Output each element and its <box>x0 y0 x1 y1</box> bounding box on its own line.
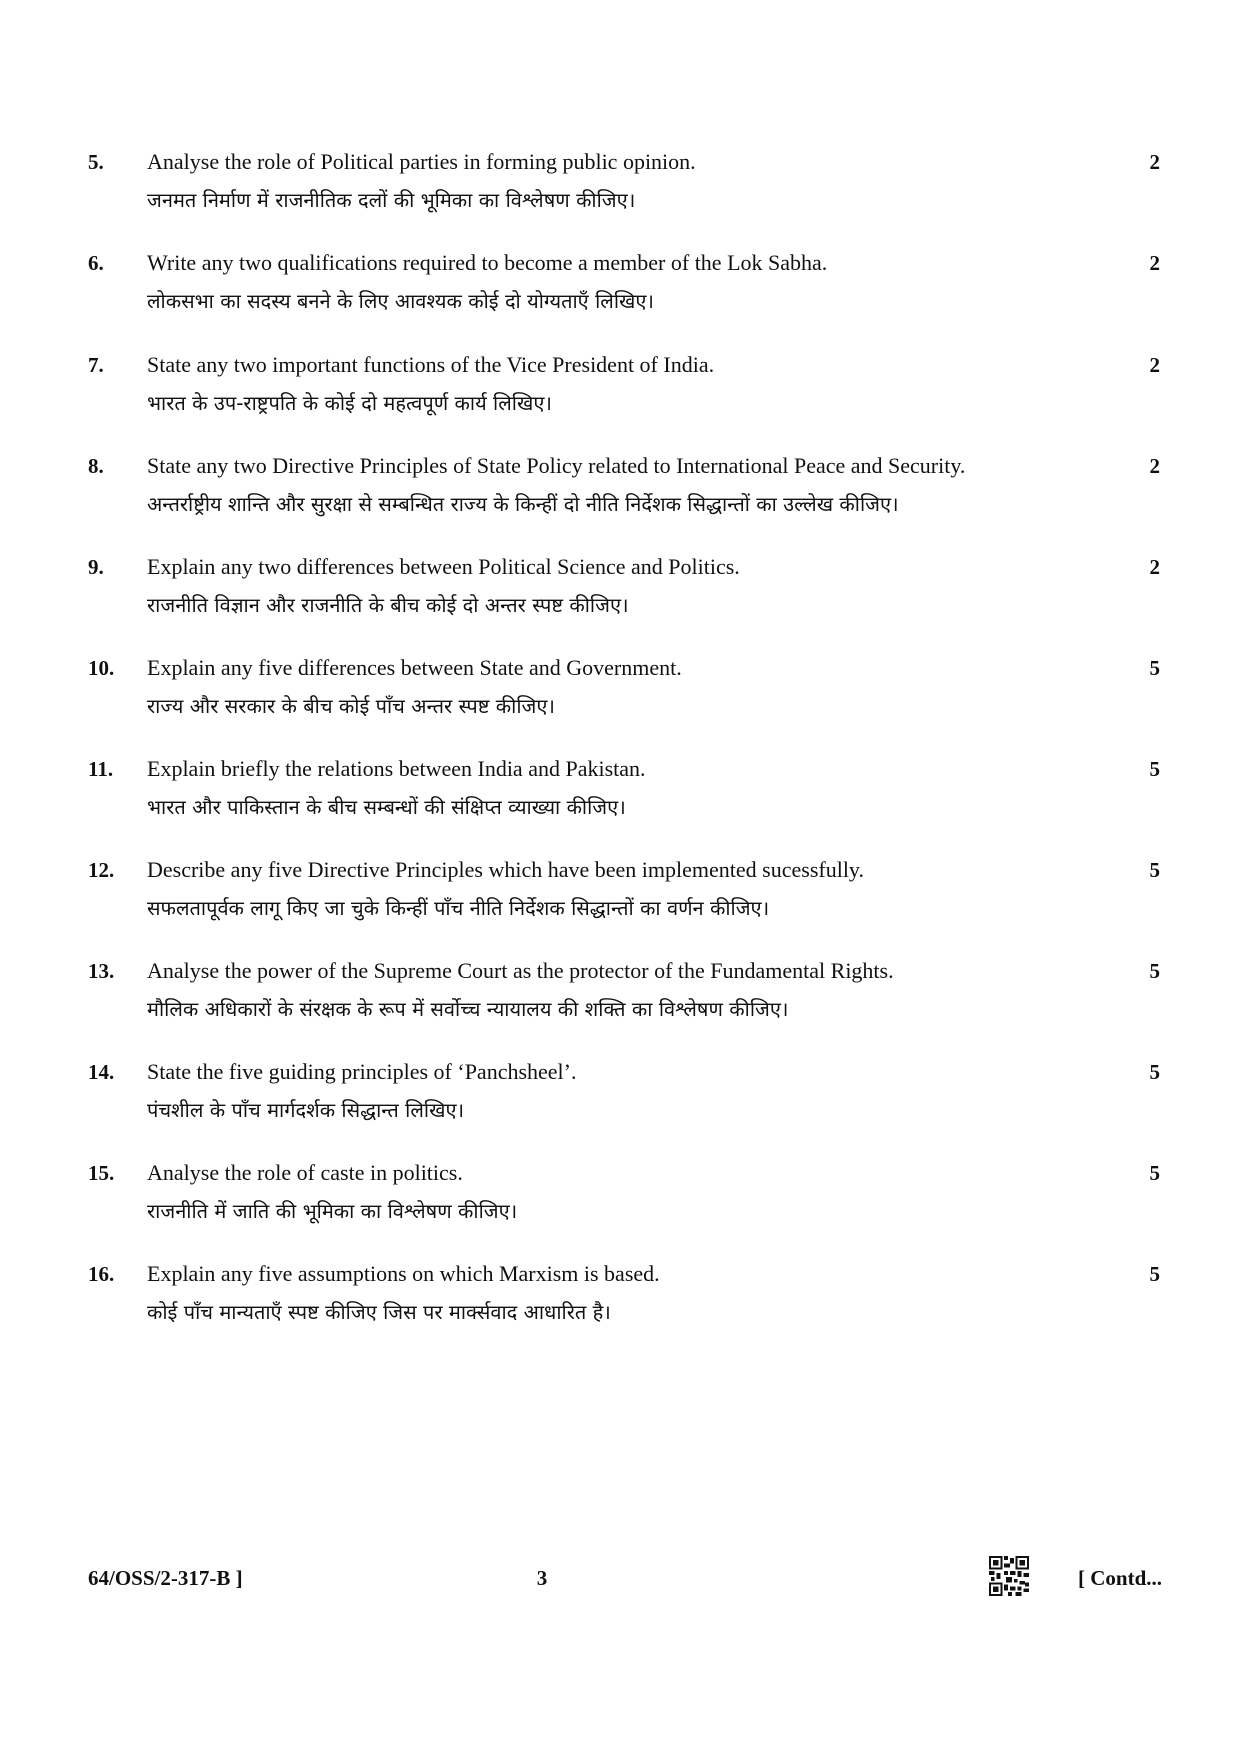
question-number: 13. <box>88 959 115 983</box>
qr-code-icon <box>989 1556 1029 1596</box>
question-text-hindi: जनमत निर्माण में राजनीतिक दलों की भूमिका का विश्लेषण कीजिए। <box>147 188 636 212</box>
question-number: 16. <box>88 1262 115 1286</box>
question-text-hindi: राज्य और सरकार के बीच कोई पाँच अन्तर स्पष्ट कीजिए। <box>147 694 555 718</box>
question-text-hindi: लोकसभा का सदस्य बनने के लिए आवश्यक कोई दो योग्यताएँ लिखिए। <box>147 289 655 313</box>
question-marks: 2 <box>1149 251 1160 275</box>
question-text-english: State any two Directive Principles of State Policy related to International Peace and Security. <box>147 453 966 478</box>
question-item <box>0 249 1240 329</box>
question-marks: 5 <box>1149 1060 1160 1084</box>
question-text-english: Analyse the role of Political parties in forming public opinion. <box>147 149 696 174</box>
question-item <box>0 1260 1240 1340</box>
question-item <box>0 1159 1240 1239</box>
question-text-hindi: भारत के उप-राष्ट्रपति के कोई दो महत्वपूर्ण कार्य लिखिए। <box>147 391 552 415</box>
question-text-hindi: राजनीति विज्ञान और राजनीति के बीच कोई दो अन्तर स्पष्ट कीजिए। <box>147 593 629 617</box>
question-number: 14. <box>88 1060 115 1084</box>
question-number: 12. <box>88 858 115 882</box>
question-number: 9. <box>88 555 104 579</box>
question-number: 11. <box>88 757 114 781</box>
question-number: 10. <box>88 656 115 680</box>
question-marks: 2 <box>1149 150 1160 174</box>
question-marks: 5 <box>1149 959 1160 983</box>
question-text-hindi: मौलिक अधिकारों के संरक्षक के रूप में सर्वोच्च न्यायालय की शक्ति का विश्लेषण कीजिए। <box>147 997 789 1021</box>
paper-code: 64/OSS/2-317-B ] <box>88 1566 243 1590</box>
question-marks: 2 <box>1149 555 1160 579</box>
question-text-english: Explain any five differences between State and Government. <box>147 655 682 680</box>
question-text-english: Explain any five assumptions on which Marxism is based. <box>147 1261 660 1286</box>
question-text-english: Write any two qualifications required to become a member of the Lok Sabha. <box>147 250 828 275</box>
continued-label: [ Contd... <box>1077 1566 1162 1590</box>
question-number: 5. <box>88 150 104 174</box>
question-item <box>0 148 1240 228</box>
question-text-hindi: भारत और पाकिस्तान के बीच सम्बन्धों की संक्षिप्त व्याख्या कीजिए। <box>147 795 626 819</box>
question-text-hindi: राजनीति में जाति की भूमिका का विश्लेषण कीजिए। <box>147 1199 518 1223</box>
question-number: 7. <box>88 353 104 377</box>
question-text-english: Analyse the role of caste in politics. <box>147 1160 463 1185</box>
question-item <box>0 654 1240 734</box>
question-item <box>0 351 1240 431</box>
question-item <box>0 755 1240 835</box>
question-item <box>0 1058 1240 1138</box>
question-text-hindi: अन्तर्राष्ट्रीय शान्ति और सुरक्षा से सम्बन्धित राज्य के किन्हीं दो नीति निर्देशक सिद्धान्तों का उल्लेख कीजिए। <box>147 492 899 516</box>
question-text-english: Describe any five Directive Principles which have been implemented sucessfully. <box>147 857 864 882</box>
question-marks: 2 <box>1149 353 1160 377</box>
question-text-hindi: पंचशील के पाँच मार्गदर्शक सिद्धान्त लिखिए। <box>147 1098 465 1122</box>
question-item <box>0 553 1240 633</box>
question-number: 8. <box>88 454 104 478</box>
question-text-english: State the five guiding principles of ‘Panchsheel’. <box>147 1059 577 1084</box>
question-marks: 5 <box>1149 858 1160 882</box>
question-marks: 5 <box>1149 656 1160 680</box>
question-text-english: State any two important functions of the Vice President of India. <box>147 352 715 377</box>
question-marks: 5 <box>1149 757 1160 781</box>
question-marks: 5 <box>1149 1161 1160 1185</box>
question-text-english: Analyse the power of the Supreme Court as the protector of the Fundamental Rights. <box>147 958 894 983</box>
question-number: 15. <box>88 1161 115 1185</box>
question-item <box>0 957 1240 1037</box>
question-text-hindi: सफलतापूर्वक लागू किए जा चुके किन्हीं पाँच नीति निर्देशक सिद्धान्तों का वर्णन कीजिए। <box>147 896 770 920</box>
question-text-english: Explain any two differences between Political Science and Politics. <box>147 554 740 579</box>
question-item <box>0 452 1240 532</box>
question-marks: 2 <box>1149 454 1160 478</box>
question-text-english: Explain briefly the relations between India and Pakistan. <box>147 756 646 781</box>
page-footer <box>0 1556 1240 1606</box>
question-text-hindi: कोई पाँच मान्यताएँ स्पष्ट कीजिए जिस पर मार्क्सवाद आधारित है। <box>147 1300 611 1324</box>
question-number: 6. <box>88 251 104 275</box>
question-item <box>0 856 1240 936</box>
question-marks: 5 <box>1149 1262 1160 1286</box>
page-number: 3 <box>536 1566 548 1590</box>
